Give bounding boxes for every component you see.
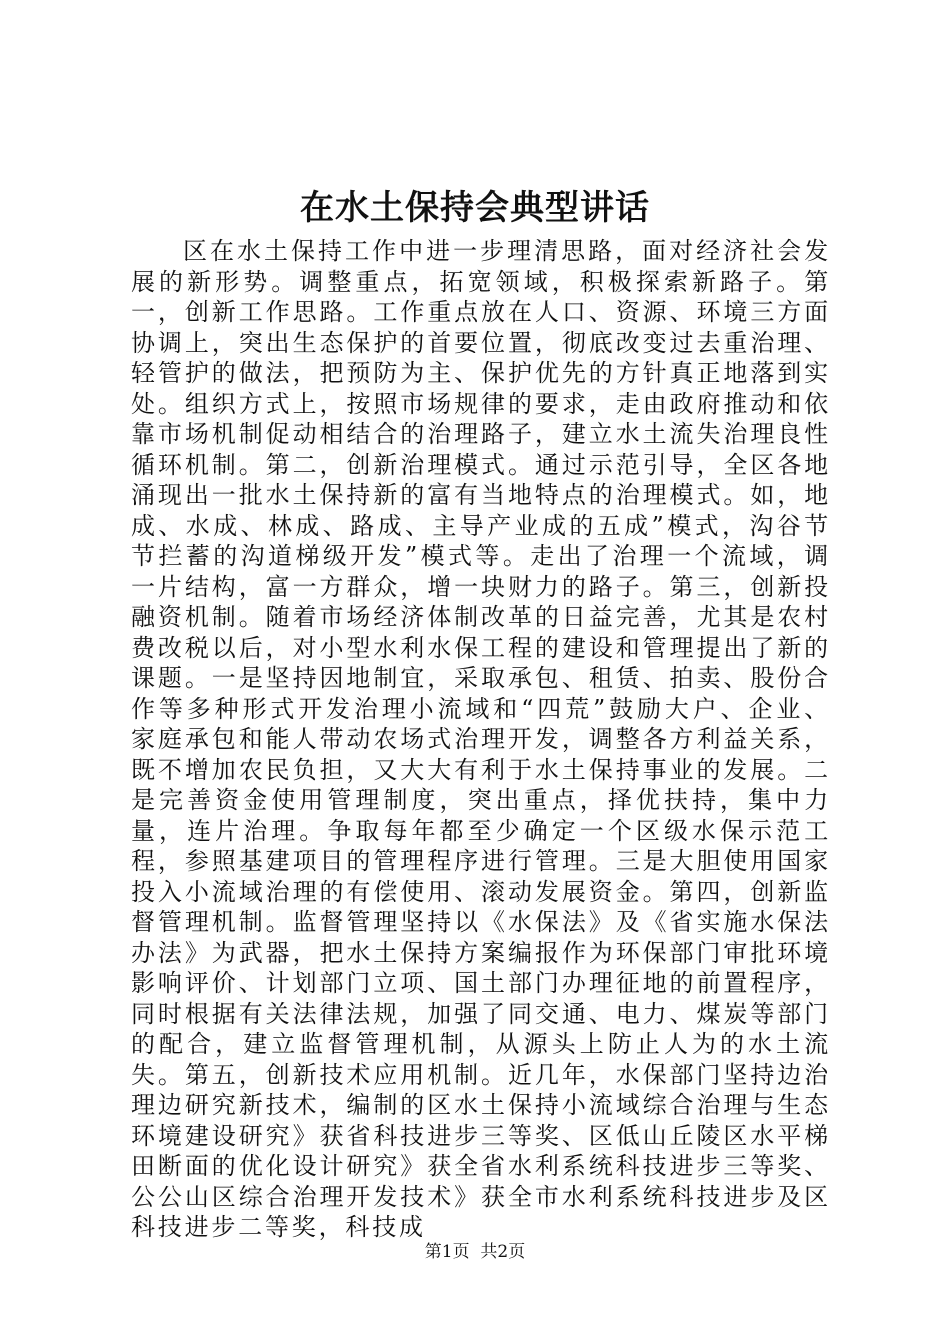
body-paragraph: 区在水土保持工作中进一步理清思路，面对经济社会发展的新形势。调整重点，拓宽领域，积极探索新路子。第一，创新工作思路。工作重点放在人口、资源、环境三方面协调上，突出生态保护的首要位置，彻底改变过去重治理、轻管护的做法，把预防为主、保护优先的方针真正地落到实处。组织方式上，按照市场规律的要求，走由政府推动和依靠市场机制促动相结合的治理路子，建立水土流失治理良性循环机制。第二，创新治理模式。通过示范引导，全区各地涌现出一批水土保持新的富有当地特点的治理模式。如，地成、水成、林成、路成、主导产业成的五成”模式，沟谷节节拦蓄的沟道梯级开发”模式等。走出了治理一个流域，调一片结构，富一方群众，增一块财力的路子。第三，创新投融资机制。随着市场经济体制改革的日益完善，尤其是农村费改税以后，对小型水利水保工程的建设和管理提出了新的课题。一是坚持因地制宜，采取承包、租赁、拍卖、股份合作等多种形式开发治理小流域和“四荒”鼓励大户、企业、家庭承包和能人带动农场式治理开发，调整各方利益关系，既不增加农民负担，又大大有利于水土保持事业的发展。二是完善资金使用管理制度，突出重点，择优扶持，集中力量，连片治理。争取每年都至少确定一个区级水保示范工程，参照基建项目的管理程序进行管理。三是大胆使用国家投入小流域治理的有偿使用、滚动发展资金。第四，创新监督管理机制。监督管理坚持以《水保法》及《省实施水保法办法》为武器，把水土保持方案编报作为环保部门审批环境影响评价、计划部门立项、国土部门办理征地的前置程序，同时根据有关法律法规，加强了同交通、电力、煤炭等部门的配合，建立监督管理机制，从源头上防止人为的水土流失。第五，创新技术应用机制。近几年，水保部门坚持边治理边研究新技术，编制的区水土保持小流域综合治理与生态环境建设研究》获省科技进步三等奖、区低山丘陵区水平梯田断面的优化设计研究》获全省水利系统科技进步三等奖、公公山区综合治理开发技术》获全市水利系统科技进步及区科技进步二等奖，科技成	[131, 237, 831, 1241]
page-footer	[0, 1240, 950, 1264]
page-total: 共2页	[480, 1242, 526, 1262]
page-number: 第1页	[424, 1242, 470, 1262]
footer-gap	[470, 1242, 481, 1262]
document-title: 在水土保持会典型讲话	[300, 188, 650, 228]
